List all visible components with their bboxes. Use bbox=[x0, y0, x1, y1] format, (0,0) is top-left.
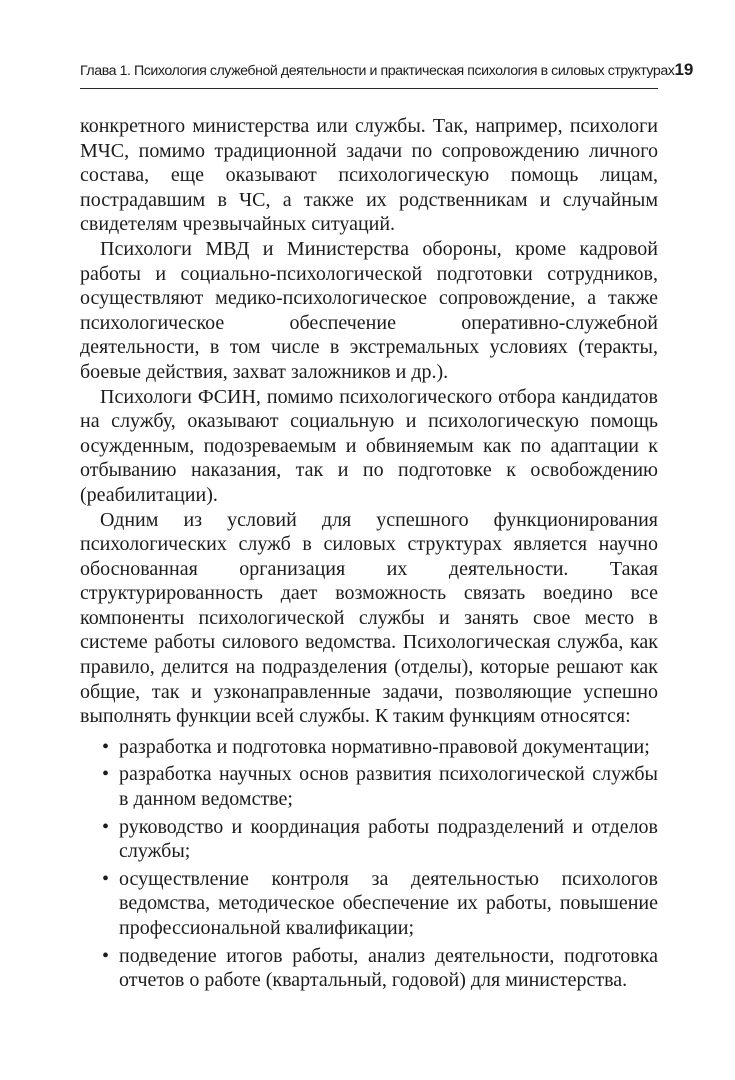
list-item bbox=[80, 867, 658, 941]
bullet-icon: • bbox=[102, 815, 110, 838]
list-item bbox=[80, 815, 658, 864]
paragraph: Одним из условий для успешного функционирования психологических служб в силовых структурах является научно обоснованная организация их деятельности. Такая структурированность дает возможность связать воедино все компоненты психологической службы и занять свое место в системе работы силового ведомства. Психологическая служба, как правило, делится на подразделения (отделы), которые решают как общие, так и узконаправленные задачи, позволяющие успешно выполнять функции всей службы. К таким функциям относятся: bbox=[80, 508, 658, 728]
list-item-text: руководство и координация работы подразделений и отделов службы; bbox=[119, 815, 658, 863]
chapter-title: Глава 1. Психология служебной деятельности и практическая психология в силовых структурах bbox=[80, 63, 675, 79]
running-header bbox=[80, 60, 694, 89]
paragraph: Психологи МВД и Министерства обороны, кроме кадровой работы и социально-психологической подготовки сотрудников, осуществляют медико-психологическое сопровождение, а также психологическое обеспечение оперативно-служебной деятельности, в том числе в экстремальных условиях (теракты, боевые действия, захват заложников и др.). bbox=[80, 237, 658, 383]
list-item-text: осуществление контроля за деятельностью психологов ведомства, методическое обеспечение их работы, повышение профессиональной квалификации; bbox=[119, 867, 658, 939]
functions-list bbox=[80, 735, 658, 993]
list-item-text: подведение итогов работы, анализ деятельности, подготовка отчетов о работе (квартальный, годовой) для министерства. bbox=[119, 944, 658, 992]
list-item-text: разработка и подготовка нормативно-правовой документации; bbox=[119, 735, 650, 758]
paragraph: конкретного министерства или службы. Так, например, психологи МЧС, помимо традиционной задачи по сопровождению личного состава, еще оказывают психологическую помощь лицам, пострадавшим в ЧС, а также их родственникам и случайным свидетелям чрезвычайных ситуаций. bbox=[80, 115, 658, 236]
bullet-icon: • bbox=[102, 944, 110, 967]
list-item bbox=[80, 735, 658, 760]
book-page bbox=[80, 60, 694, 993]
paragraph: Психологи ФСИН, помимо психологического отбора кандидатов на службу, оказывают социальную и психологическую помощь осужденным, подозреваемым и обвиняемым как по адаптации к отбыванию наказания, так и по подготовке к освобождению (реабилитации). bbox=[80, 385, 658, 506]
bullet-icon: • bbox=[102, 867, 110, 890]
list-item-text: разработка научных основ развития психологической службы в данном ведомстве; bbox=[119, 763, 658, 811]
bullet-icon: • bbox=[102, 763, 110, 786]
page-number: 19 bbox=[674, 60, 694, 79]
list-item bbox=[80, 762, 658, 811]
bullet-icon: • bbox=[102, 735, 110, 758]
body-text bbox=[80, 114, 658, 993]
list-item bbox=[80, 944, 658, 993]
